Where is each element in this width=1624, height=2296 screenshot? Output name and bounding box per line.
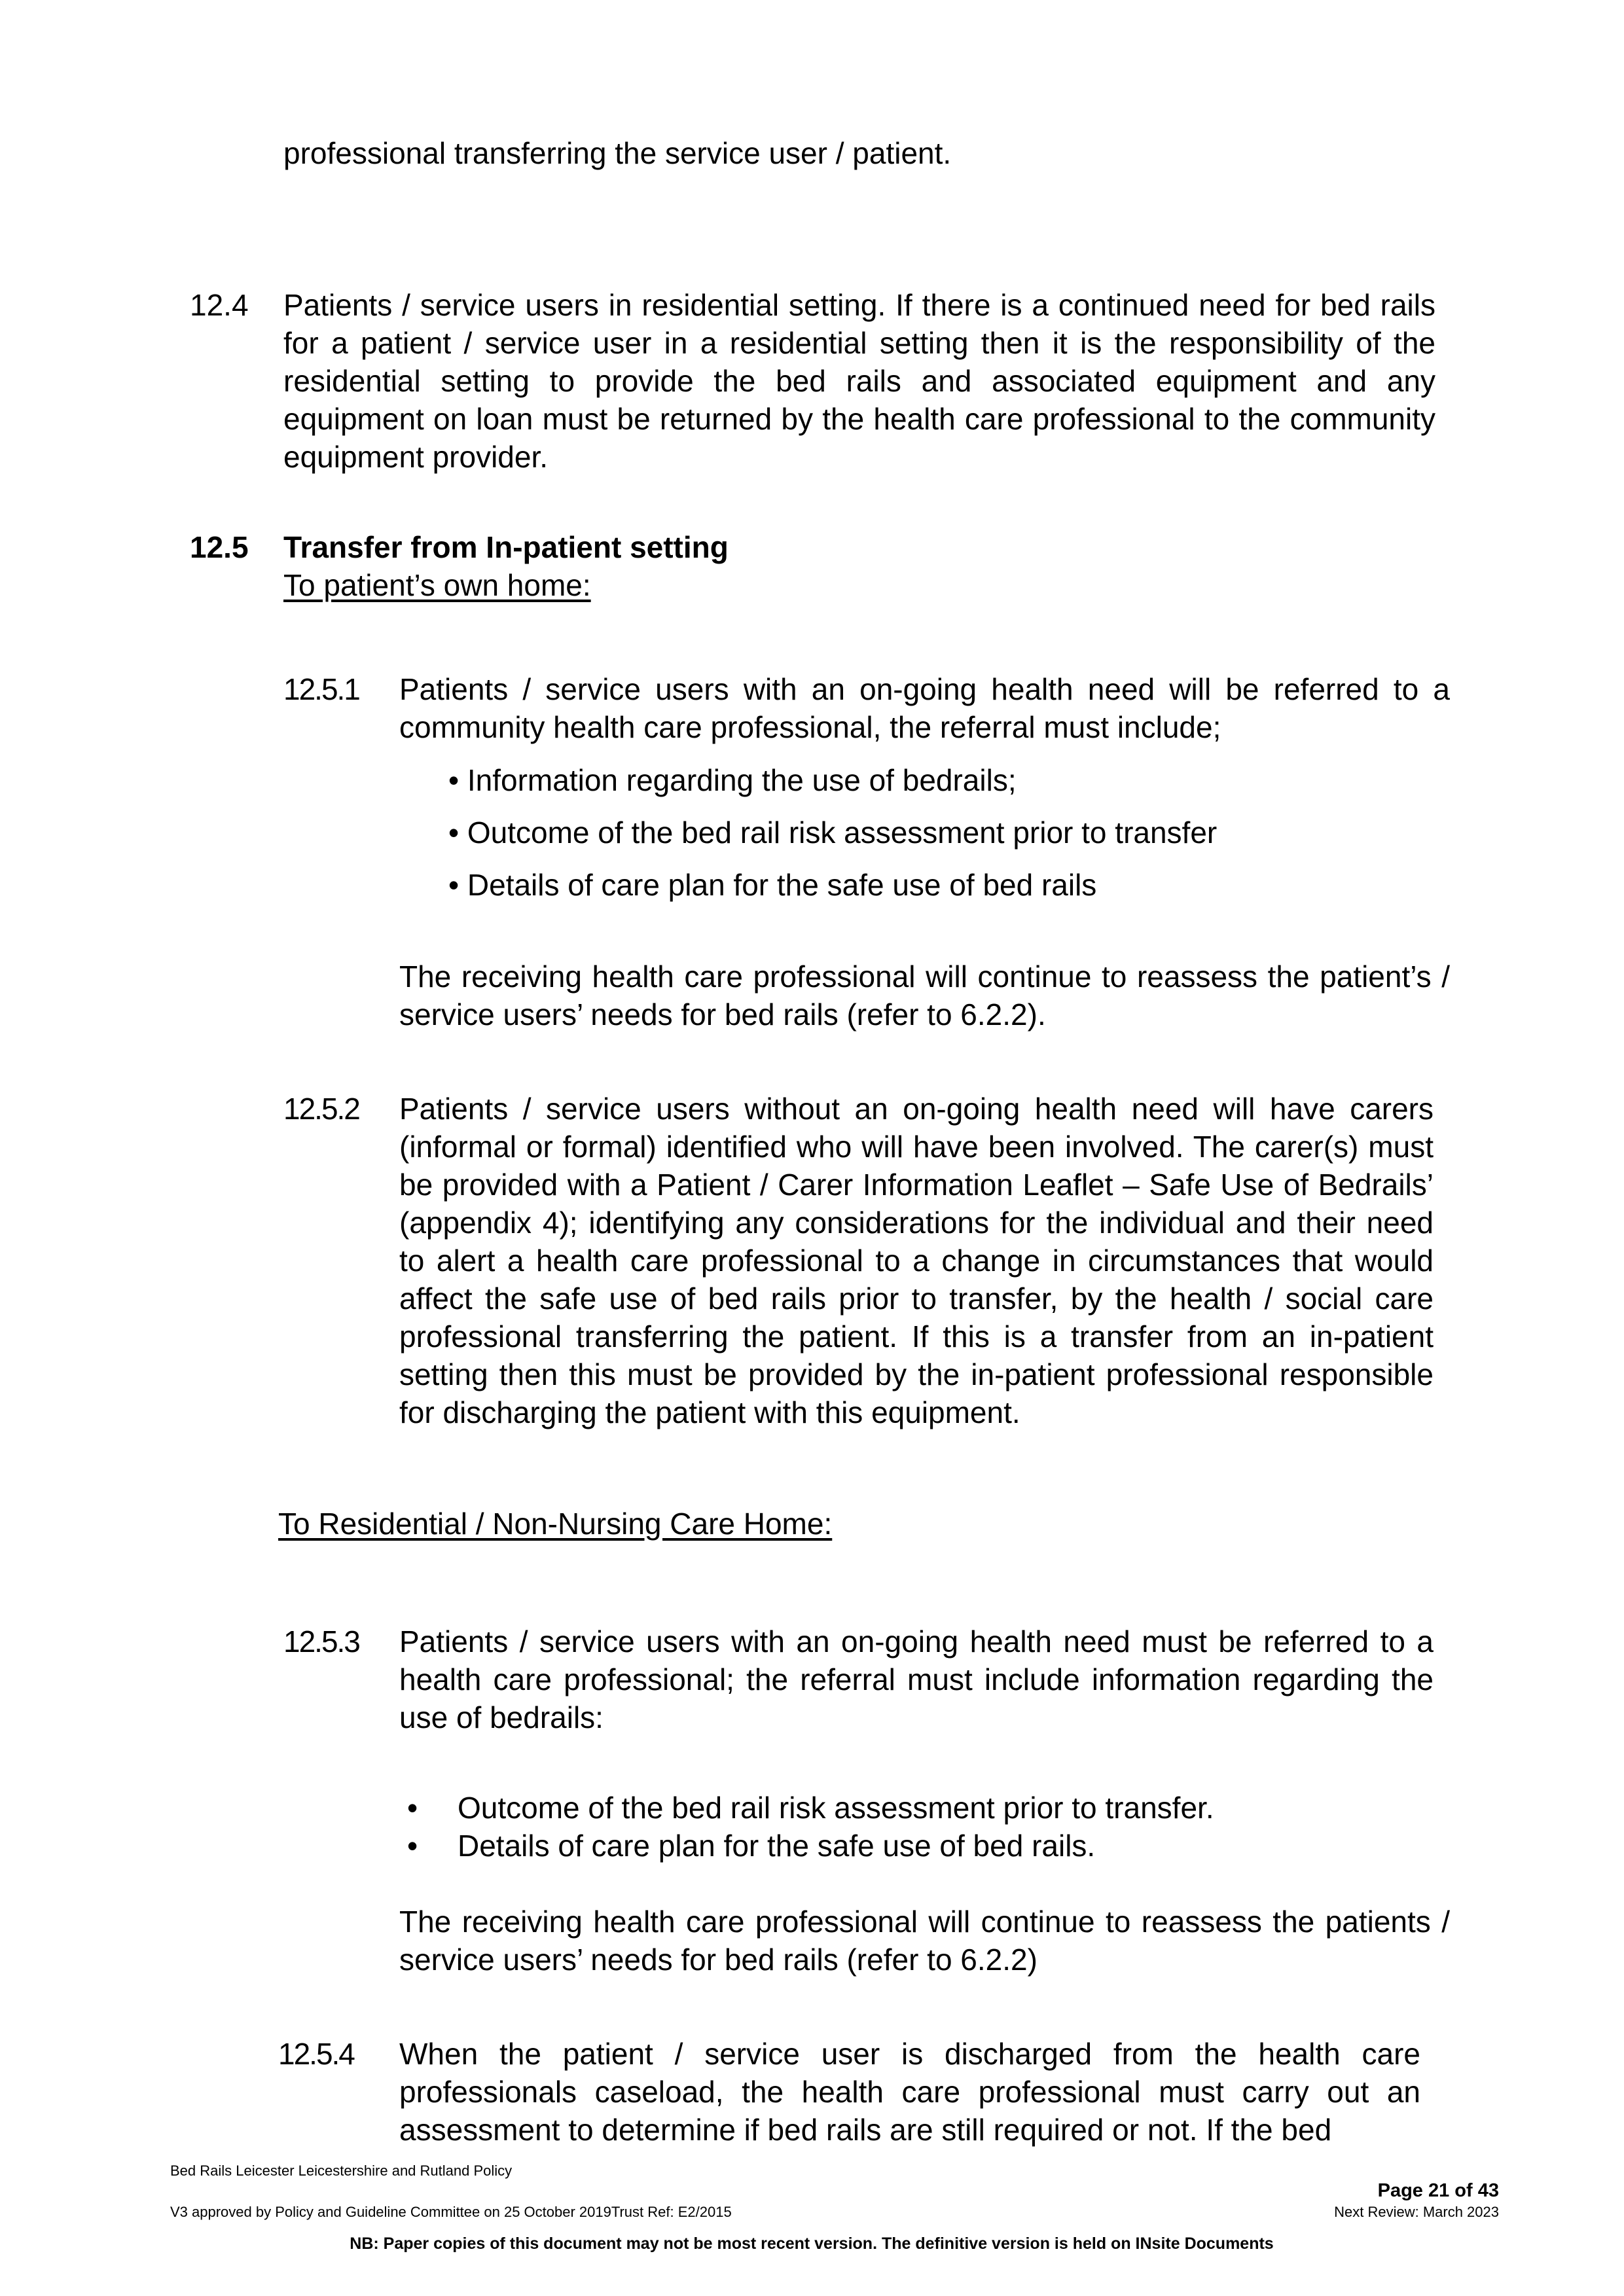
list-item	[448, 814, 1430, 852]
section-12-4-text: Patients / service users in residential setting. If there is a continued need for bed rails for a patient / service user in a residential setting then it is the responsibility of the residential setting to provide the bed rails and associated equipment and any equipment on loan must be returned by the health care professional to the community equipment provider.	[283, 288, 1435, 474]
bullet-icon: •	[448, 816, 460, 850]
bullet-text: Outcome of the bed rail risk assessment prior to transfer	[467, 816, 1218, 850]
subheading-own-home: To patient’s own home:	[283, 568, 591, 602]
bullet-icon: •	[448, 868, 460, 902]
section-number-12-5-3: 12.5.3	[283, 1624, 359, 1659]
section-number-12-5: 12.5	[190, 530, 249, 564]
list-item	[448, 866, 1430, 904]
list-item	[448, 761, 1430, 799]
bullet-list-12-5-1	[448, 761, 1430, 904]
section-number-12-5-2: 12.5.2	[283, 1092, 359, 1126]
bullet-icon: •	[448, 763, 460, 797]
footer-nb-notice: NB: Paper copies of this document may not be most recent version. The definitive version is held on INsite Documents	[350, 2234, 1274, 2253]
list-item	[407, 1827, 1428, 1865]
continuation-text: professional transferring the service user / patient.	[283, 136, 952, 170]
section-number-12-4: 12.4	[190, 288, 249, 322]
footer-policy-title: Bed Rails Leicester Leicestershire and Rutland Policy	[170, 2162, 513, 2179]
footer-approval: V3 approved by Policy and Guideline Committee on 25 October 2019Trust Ref: E2/2015	[170, 2204, 732, 2220]
section-12-5-1-text: Patients / service users with an on-going health need will be referred to a community health care professional, the referral must include;	[399, 672, 1450, 744]
list-item	[407, 1789, 1428, 1827]
section-12-5-3-text: Patients / service users with an on-going health need must be referred to a health care professional; the referral must include information regarding the use of bedrails:	[399, 1624, 1434, 1734]
bullet-text: Details of care plan for the safe use of bed rails	[467, 868, 1097, 902]
footer-next-review: Next Review: March 2023	[1334, 2204, 1499, 2220]
section-12-5-3-followup: The receiving health care professional will continue to reassess the patients / service users’ needs for bed rails (refer to 6.2.2)	[399, 1905, 1450, 1977]
section-12-5-4-text: When the patient / service user is discharged from the health care professionals caseload, the health care professional must carry out an assessment to determine if bed rails are still required or not. If the bed	[399, 2037, 1420, 2147]
bullet-text: Details of care plan for the safe use of bed rails.	[458, 1829, 1096, 1863]
section-number-12-5-1: 12.5.1	[283, 672, 359, 706]
bullet-text: Information regarding the use of bedrails;	[467, 763, 1017, 797]
section-12-5-heading: Transfer from In-patient setting	[283, 530, 729, 564]
section-number-12-5-4: 12.5.4	[278, 2037, 354, 2071]
bullet-list-12-5-3	[407, 1789, 1428, 1865]
bullet-text: Outcome of the bed rail risk assessment prior to transfer.	[458, 1791, 1214, 1825]
bullet-icon: •	[407, 1829, 418, 1863]
section-12-5-2-text: Patients / service users without an on-going health need will have carers (informal or formal) identified who will have been involved. The carer(s) must be provided with a Patient / Carer Information Leaflet – Safe Use of Bedrails’ (appendix 4); identifying any considerations for the individual and their need to alert a health care professional to a change in circumstances that would affect the safe use of bed rails prior to transfer, by the health / social care professional transferring the patient. If this is a transfer from an in-patient setting then this must be provided by the in-patient professional responsible for discharging the patient with this equipment.	[399, 1092, 1434, 1429]
footer-page-number: Page 21 of 43	[1377, 2180, 1499, 2201]
section-12-5-1-followup: The receiving health care professional will continue to reassess the patient’s / service users’ needs for bed rails (refer to 6.2.2).	[399, 960, 1450, 1031]
subheading-residential: To Residential / Non-Nursing Care Home:	[278, 1507, 833, 1541]
bullet-icon: •	[407, 1791, 418, 1825]
